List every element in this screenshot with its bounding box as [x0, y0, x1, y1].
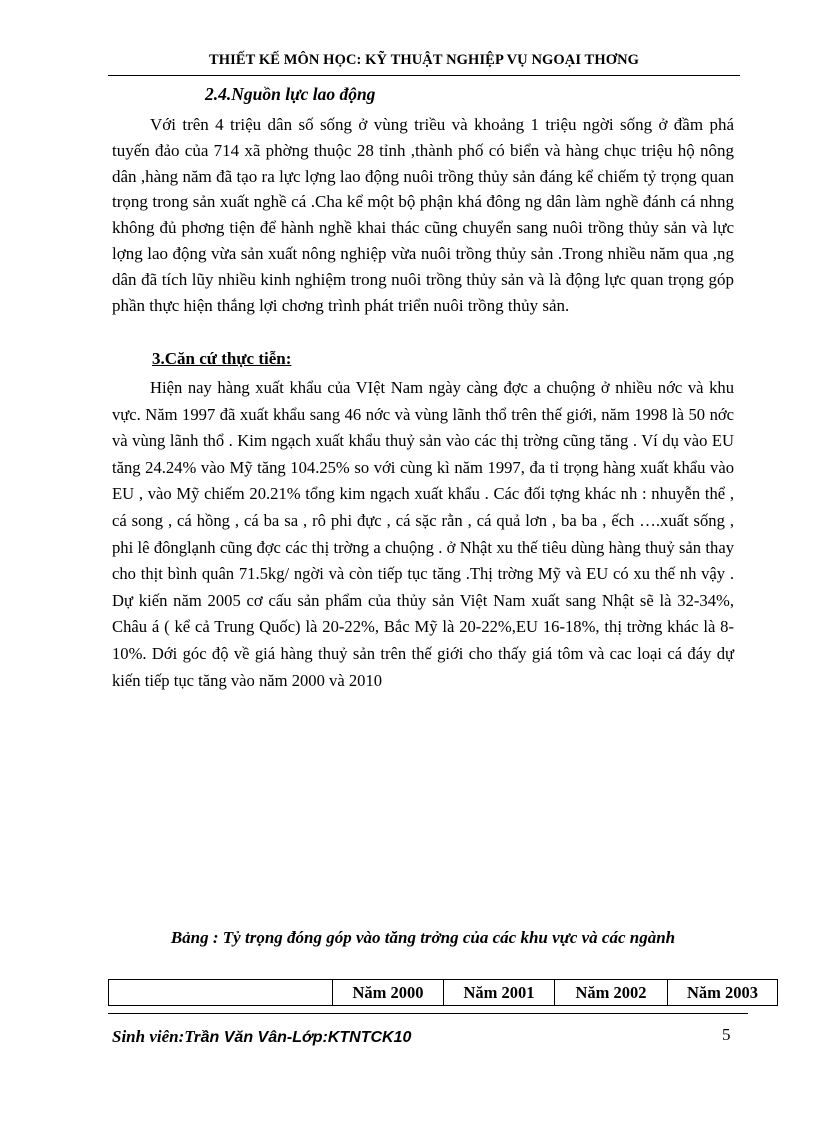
subsection-paragraph: Hiện nay hàng xuất khẩu của VIệt Nam ngày càng đợc a chuộng ở nhiều nớc và khu vực. Năm 1997 đã xuất khẩu sang 46 nớc và vùng lãnh thổ trên thế giới, năm 1998 là 50 nớc và vùng lãnh thổ . Kim ngạch xuất khẩu thuỷ sản vào các thị trờng cũng tăng . Ví dụ vào EU tăng 24.24% vào Mỹ tăng 104.25% so với cùng kì năm 1997, đa tỉ trọng hàng xuất khẩu vào EU , vào Mỹ chiếm 20.21% tổng kim ngạch xuất khẩu . Các đối tợng khác nh : nhuyễn thể , cá song , cá hồng , cá ba sa , rô phi đực , cá sặc rằn , cá quả lơn , ba ba , ếch ….xuất sống , phi lê đônglạnh cũng đợc các thị trờng a chuộng . ở Nhật xu thế tiêu dùng hàng thuỷ sản thay cho thịt bình quân 71.5kg/ ngời và còn tiếp tục tăng .Thị trờng Mỹ và EU có xu thế nh vậy . Dự kiến năm 2005 cơ cấu sản phẩm của thủy sản Việt Nam xuất sang Nhật sẽ là 32-34%, Châu á ( kể cả Trung Quốc) là 20-22%, Bắc Mỹ là 20-22%,EU 16-18%, thị trờng khác là 8-10%. Dới góc độ về giá hàng thuỷ sản trên thế giới cho thấy giá tôm và cac loại cá đáy dự kiến tiếp tục tăng vào năm 2000 và 2010 — [112, 378, 734, 690]
page-number: 5 — [722, 1025, 731, 1044]
table-header-cell: Năm 2000 — [333, 980, 444, 1006]
header-divider — [108, 75, 740, 76]
table-caption: Bảng : Tỷ trọng đóng góp vào tăng trởng của các khu vực và các ngành — [170, 928, 676, 947]
table-header-cell: Năm 2001 — [444, 980, 555, 1006]
data-table — [108, 979, 778, 1006]
subsection-heading: 3.Căn cứ thực tiễn: — [152, 349, 292, 368]
table-header-cell: Năm 2003 — [668, 980, 778, 1006]
table-header-cell — [109, 980, 333, 1006]
footer-student-name: ần Văn Vân-Lớp:KTNTCK10 — [200, 1029, 412, 1046]
page-header-title: THIẾT KẾ MÔN HỌC: KỸ THUẬT NGHIỆP VỤ NGOẠI THƠNG — [208, 52, 640, 68]
table-header-row — [109, 980, 778, 1006]
footer-author — [112, 1027, 411, 1047]
table-header-cell: Năm 2002 — [555, 980, 668, 1006]
footer-label: Sinh viên:Tr — [112, 1027, 201, 1046]
footer-divider — [108, 1013, 748, 1014]
section-paragraph: Với trên 4 triệu dân số sống ở vùng triều và khoảng 1 triệu ngời sống ở đầm phá tuyến đảo của 714 xã phờng thuộc 28 tỉnh ,thành phố có biển và hàng chục triệu hộ nông dân ,hàng năm đã tạo ra lực lợng lao động nuôi trồng thủy sản đáng kể chiếm tỷ trọng quan trọng trong sản xuất nghề cá .Cha kể một bộ phận khá đông ng dân làm nghề đánh cá nhng không đủ phơng tiện để hành nghề khai thác cũng chuyển sang nuôi trồng thủy sản và lực lợng lao động vừa sản xuất nông nghiệp vừa nuôi trồng thủy sản .Trong nhiều năm qua ,ng dân đã tích lũy nhiều kinh nghiệm trong nuôi trồng thủy sản và là động lực quan trọng góp phần thực hiện thắng lợi chơng trình phát triển nuôi trồng thủy sản. — [112, 115, 734, 315]
section-heading: 2.4.Nguồn lực lao động — [205, 84, 376, 104]
